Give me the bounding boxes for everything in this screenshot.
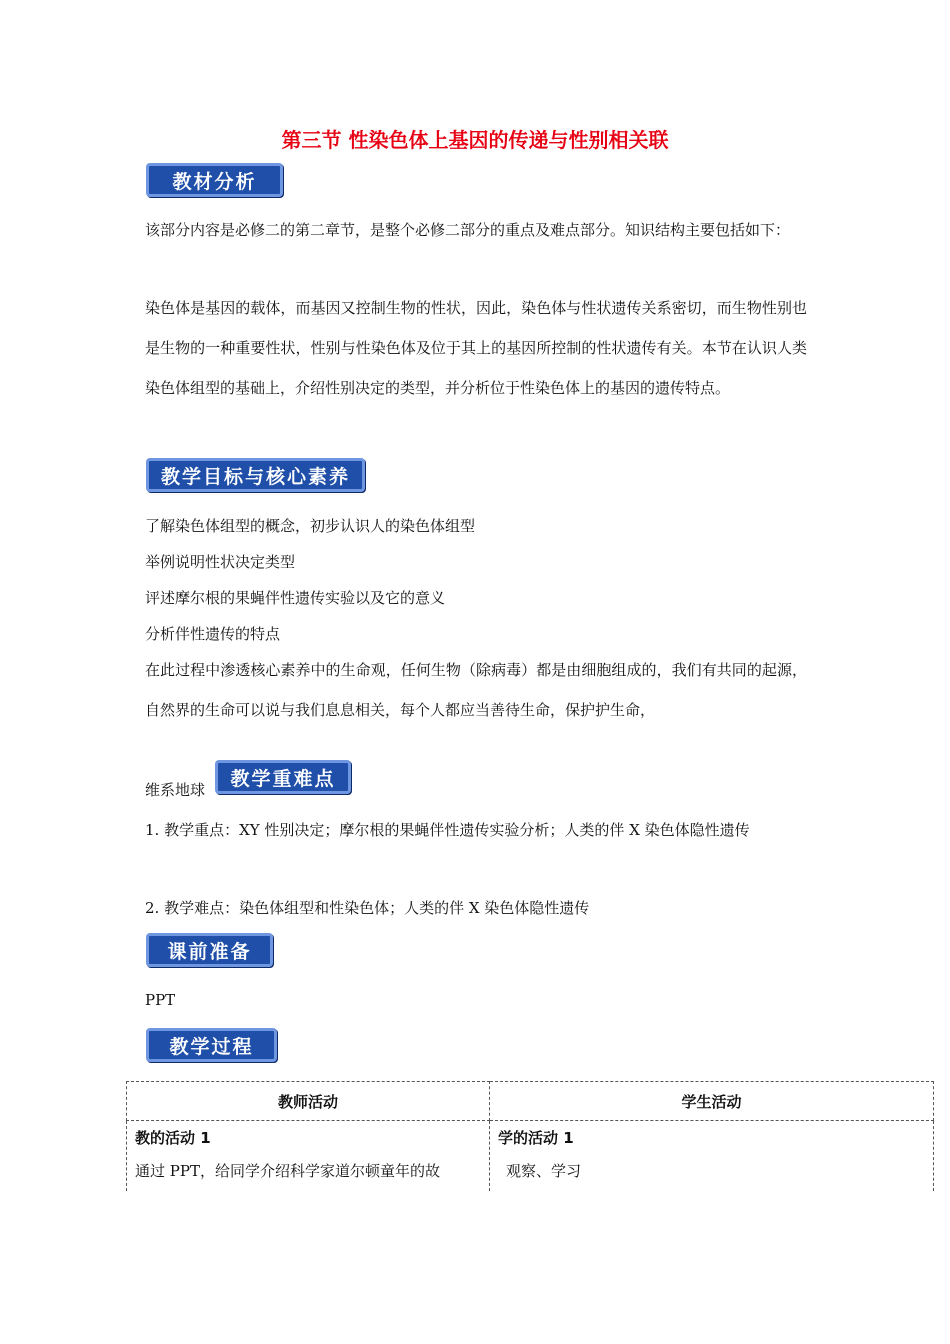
preparation-text: PPT — [145, 991, 176, 1009]
analysis-paragraph-2: 染色体是基因的载体，而基因又控制生物的性状，因此，染色体与性状遗传关系密切，而生物性别也是生物的一种重要性状，性别与性染色体及位于其上的基因所控制的性状遗传有关。本节在认识人类染色体组型的基础上，介绍性别决定的类型，并分析位于性染色体上的基因的遗传特点。 — [145, 299, 807, 397]
table-header-row — [127, 1082, 934, 1121]
keypoint-1: 1. 教学重点：XY 性别决定；摩尔根的果蝇伴性遗传实验分析；人类的伴 X 染色体隐性遗传 — [145, 821, 750, 839]
objective-item: 了解染色体组型的概念，初步认识人的染色体组型 — [145, 517, 476, 535]
student-activity-title: 学的活动 1 — [498, 1129, 574, 1147]
page-title: 第三节 性染色体上基因的传递与性别相关联 — [281, 128, 669, 152]
section-badge-analysis: 教材分析 — [146, 163, 283, 197]
process-table — [126, 1081, 934, 1191]
table-header-teacher: 教师活动 — [127, 1082, 490, 1121]
teacher-activity-cell — [127, 1121, 490, 1192]
student-activity-cell — [490, 1121, 934, 1192]
teacher-activity-text: 通过 PPT，给同学介绍科学家道尔顿童年的故 — [135, 1162, 440, 1180]
table-row — [127, 1121, 934, 1192]
table-header-student: 学生活动 — [490, 1082, 934, 1121]
section-badge-process: 教学过程 — [146, 1028, 277, 1062]
keypoint-2: 2. 教学难点：染色体组型和性染色体；人类的伴 X 染色体隐性遗传 — [145, 899, 590, 917]
section-badge-objectives: 教学目标与核心素养 — [146, 458, 365, 492]
section-badge-preparation: 课前准备 — [146, 933, 273, 967]
student-activity-text: 观察、学习 — [506, 1162, 582, 1180]
objectives-paragraph: 在此过程中渗透核心素养中的生命观，任何生物（除病毒）都是由细胞组成的，我们有共同的起源，自然界的生命可以说与我们息息相关，每个人都应当善待生命，保护护生命， — [145, 661, 807, 719]
objective-item: 举例说明性状决定类型 — [145, 553, 296, 571]
objective-item: 评述摩尔根的果蝇伴性遗传实验以及它的意义 — [145, 589, 446, 607]
section-badge-keypoints: 教学重难点 — [215, 760, 351, 794]
teacher-activity-title: 教的活动 1 — [135, 1129, 211, 1147]
objective-item: 分析伴性遗传的特点 — [145, 625, 281, 643]
objectives-paragraph-tail: 维系地球 — [145, 781, 206, 799]
analysis-paragraph-1: 该部分内容是必修二的第二章节，是整个必修二部分的重点及难点部分。知识结构主要包括如下： — [145, 221, 791, 239]
